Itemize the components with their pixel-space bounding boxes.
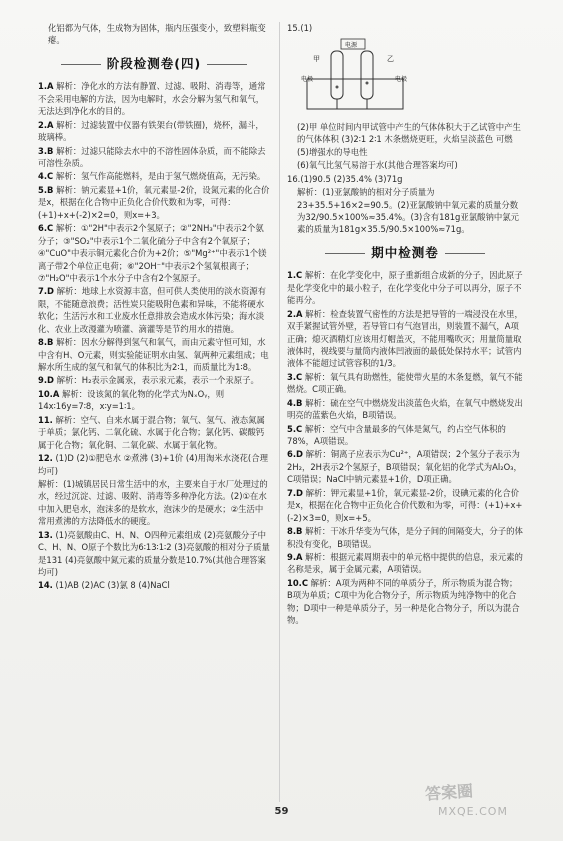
answer-item <box>38 285 270 335</box>
answer-text: 解析：铜离子应表示为Cu²⁺，A项错误；2个氢分子表示为2H₂，2H表示2个氢原子，B项错误；氧化铝的化学式为Al₂O₃，C项错误；NaCl中钠元素显+1价，D项正确。 <box>287 449 522 485</box>
answer-text: 解析：干冰升华变为气体，是分子间的间隔变大，分子的体积没有变化，B项错误。 <box>287 526 523 549</box>
answer-text: 解析：空气、自来水属于混合物；氧气、氢气、液态氮属于单质；氯化钙、二氧化硫、水属于化合物；氯化钙、碳酸钙属于化合物；氧化铜、二氧化碳、水属于氧化物。 <box>38 414 265 450</box>
answer-text: 解析：钾元素显+1价，氧元素显-2价，设碘元素的化合价是x，根据在化合物中正负化合价代数和为零，可得：(+1)+x+(-2)×3=0，则x=+5。 <box>287 487 523 523</box>
answer-text: 解析：A项为两种不同的单质分子，所示物质为混合物；B项为单质；C项中为化合物分子，所示物质为纯净物中的化合物；D项中一种是单质分子，另一种是化合物分子，所以为混合物。 <box>287 577 520 626</box>
answer-item <box>287 308 523 370</box>
answer-item <box>38 170 270 182</box>
answer-number: 2.A <box>38 119 54 130</box>
answer-number: 4.B <box>287 397 303 408</box>
answer-text: 解析：检查装置气密性的方法是把导管的一端浸没在水里，双手紧握试管外壁，若导管口有气泡冒出，则装置不漏气，A项正确；熄灭酒精灯应该用灯帽盖灭，不能用嘴吹灭；用量筒量取液体时，视线要与量筒内液体凹液面的最低处保持水平；试管内液体不能超过试管容积的1/3。 <box>287 308 523 369</box>
answer-item <box>38 184 270 221</box>
answer-item <box>38 388 270 413</box>
answer-item <box>287 487 523 524</box>
section-title-text: 期中检测卷 <box>371 244 439 260</box>
answer-text: 解析：根据元素周期表中的单元格中提供的信息，汞元素的名称是汞，属于金属元素，A项错误。 <box>287 551 523 575</box>
label-power: 电源 <box>345 42 358 50</box>
q16-explanation: 解析：(1)亚氯酸钠的相对分子质量为23+35.5+16×2=90.5。(2)亚氯酸钠中氧元素的质量分数为32/90.5×100%≈35.4%。(3)含有181g亚氯酸钠中氯元素的质量为181g×35.5/90.5×100%≈71g。 <box>297 187 519 235</box>
answer-number: 14. <box>38 580 53 591</box>
watermark-logo: 答案圈 <box>424 781 474 804</box>
page-number: 59 <box>274 806 289 817</box>
answer-number: 4.C <box>38 171 54 182</box>
answer-text: 解析：空气中含量最多的气体是氮气，约占空气体积的78%，A项错误。 <box>287 423 506 446</box>
q15-extra: (6)氧气比氢气易溶于水(其他合理答案均可) <box>297 160 458 171</box>
answer-number: 10.C <box>287 577 308 588</box>
answer-number: 9.D <box>38 375 54 386</box>
section-title-text: 阶段检测卷(四) <box>106 55 202 71</box>
label-a: 甲 <box>313 55 320 64</box>
answer-item <box>287 423 523 448</box>
answer-number: 5.B <box>38 184 54 195</box>
answer-number: 12. <box>38 453 53 464</box>
title-rule-right <box>445 253 485 254</box>
answer-text: 解析：钠元素显+1价，氧元素显-2价，设氮元素的化合价是x，根据在化合物中正负化合价代数和为零，可得：(+1)+x+(-2)×2=0，则x=+3。 <box>38 184 270 220</box>
water-trough <box>307 79 403 109</box>
answer-text: 解析：(1)城镇居民日常生活中的水，主要来自于水厂处理过的水，经过沉淀、过滤、吸附、消毒等多种净化方法。(2)①在水中加入肥皂水，泡沫多的是软水，泡沫少的是硬水；②生活中常用煮沸的方法降低水的硬度。 <box>38 478 268 527</box>
answer-text: 解析：设该氮的氧化物的化学式为NₓOᵧ，则14x∶16y=7∶8，x∶y=1∶1。 <box>38 388 225 412</box>
q16-answer: 16.(1)90.5 (2)35.4% (3)71g <box>287 173 403 184</box>
answer-number: 5.C <box>287 423 303 434</box>
answer-item <box>287 525 523 550</box>
left-answer-list <box>38 80 270 592</box>
test-tube-b <box>361 51 373 99</box>
answer-item <box>38 579 270 591</box>
answer-item <box>38 119 270 144</box>
answer-number: 3.C <box>287 371 303 382</box>
answer-number: 7.D <box>38 286 54 297</box>
answer-item <box>38 374 270 386</box>
answer-text: (1)AB (2)AC (3)氯 8 (4)NaCl <box>55 580 170 591</box>
q15-answer: (2)甲 单位时间内甲试管中产生的气体体积大于乙试管中产生的气体体积 (3)2∶1 2∶1 木条燃烧更旺，火焰呈淡蓝色 可燃 (5)增强水的导电性 <box>297 121 521 157</box>
answer-item <box>38 222 270 284</box>
answer-text: (1)亮氨酸由C、H、N、O四种元素组成 (2)亮氨酸分子中C、H、N、O原子个数比为6∶13∶1∶2 (3)亮氨酸的相对分子质量是131 (4)亮氨酸中氮元素的质量分数是10.7%(其他合理答案均可) <box>38 529 270 577</box>
answer-item <box>38 452 270 477</box>
answer-text: 解析：H₂表示金属汞，表示汞元素，表示一个汞原子。 <box>56 375 259 386</box>
title-rule-left <box>325 253 365 254</box>
q15-number: 15.(1) <box>287 23 313 33</box>
answer-number: 3.B <box>38 145 54 156</box>
answer-item <box>287 448 523 485</box>
answer-number: 6.D <box>287 449 303 460</box>
answer-number: 8.B <box>38 337 54 348</box>
answer-number: 2.A <box>287 308 303 319</box>
intro-text: 化铝都为气体，生成物为固体，瓶内压强变小，致塑料瓶变瘪。 <box>48 23 266 46</box>
watermark-url: MXQE.COM <box>438 805 508 818</box>
test-tube-a <box>331 51 343 99</box>
answer-number: 10.A <box>38 388 60 399</box>
bubble-b <box>366 82 369 85</box>
column-divider <box>279 22 280 802</box>
answer-number: 13. <box>38 529 53 540</box>
left-column <box>38 22 270 593</box>
answer-item <box>287 397 523 422</box>
answer-item <box>38 145 270 170</box>
right-answer-list <box>287 269 523 626</box>
answer-number: 1.A <box>38 81 54 92</box>
bubble-a <box>336 86 339 89</box>
answer-text: 解析：硫在空气中燃烧发出淡蓝色火焰，在氧气中燃烧发出明亮的蓝紫色火焰，B项错误。 <box>287 397 523 421</box>
label-electrode-left: 电极 <box>301 76 314 84</box>
answer-text: (1)D (2)①肥皂水 ②煮沸 (3)+1价 (4)用淘米水浇花(合理均可) <box>38 453 268 476</box>
answer-text: 解析：因水分解得到氢气和氧气，而由元素守恒可知，水中含有H、O元素，则实验能证明水由氢、氧两种元素组成；电解水所生成的氢气和氧气的体积比为2∶1，而质量比为1∶8。 <box>38 337 269 372</box>
title-rule-right <box>207 64 247 65</box>
answer-number: 11. <box>38 414 53 425</box>
answer-text: 解析：过滤只能除去水中的不溶性固体杂质，而不能除去可溶性杂质。 <box>38 145 266 168</box>
answer-number: 8.B <box>287 526 303 537</box>
answer-item <box>38 80 270 117</box>
answer-item <box>287 371 523 396</box>
answer-number: 7.D <box>287 487 303 498</box>
label-electrode-right: 电极 <box>395 76 408 84</box>
title-rule-left <box>61 64 101 65</box>
answer-text: 解析：净化水的方法有静置、过滤、吸附、消毒等，通常不会采用电解的方法，因为电解时，水会分解为氢气和氧气，无法达到净化水的目的。 <box>38 81 266 117</box>
answer-text: 解析：在化学变化中，原子重新组合成新的分子，因此原子是化学变化中的最小粒子，在化学变化中分子可以再分，原子不能再分。 <box>287 270 523 306</box>
answer-item <box>287 551 523 576</box>
answer-number: 6.C <box>38 223 54 234</box>
answer-number: 9.A <box>287 551 303 562</box>
answer-text: 解析：氢气作高能燃料，是由于氢气燃烧值高，无污染。 <box>55 171 266 182</box>
answer-item <box>38 529 270 579</box>
section-title-midterm <box>287 244 523 263</box>
answer-number: 1.C <box>287 270 303 281</box>
section-title-stage4 <box>38 55 270 74</box>
answer-item <box>38 478 270 528</box>
answer-item <box>38 414 270 451</box>
answer-text: 解析：过滤装置中仪器有铁架台(带铁圈)，烧杯，漏斗，玻璃棒。 <box>38 119 264 143</box>
answer-text: 解析：①"2H"中表示2个氢原子；②"2NH₃"中表示2个氨分子；③"SO₂"中表示1个二氧化硫分子中含有2个氧原子；④"CuO"中表示铜元素化合价为+2价；⑤"Mg²⁺"中表示1个镁离子带2个单位正电荷；⑥"2OH⁻"中表示2个氢氧根离子；⑦"H₂O"中表示1个水分子中含有2个氢原子。 <box>38 223 267 283</box>
right-column <box>287 22 523 628</box>
answer-item <box>287 577 523 627</box>
label-b: 乙 <box>387 55 394 64</box>
answer-text: 解析：氧气具有助燃性，能使带火星的木条复燃，氧气不能燃烧。C项正确。 <box>287 371 523 395</box>
answer-item <box>38 336 270 373</box>
answer-text: 解析：地球上水资源丰富，但可供人类使用的淡水资源有限，不能随意浪费；活性炭只能吸附色素和异味，不能将硬水软化；生活污水和工业废水任意排放会造成水体污染；海水淡化、农业上改漫灌为喷灌、滴灌等是节约用水的措施。 <box>38 286 267 334</box>
electrolysis-diagram <box>299 37 419 115</box>
answer-item <box>287 269 523 306</box>
